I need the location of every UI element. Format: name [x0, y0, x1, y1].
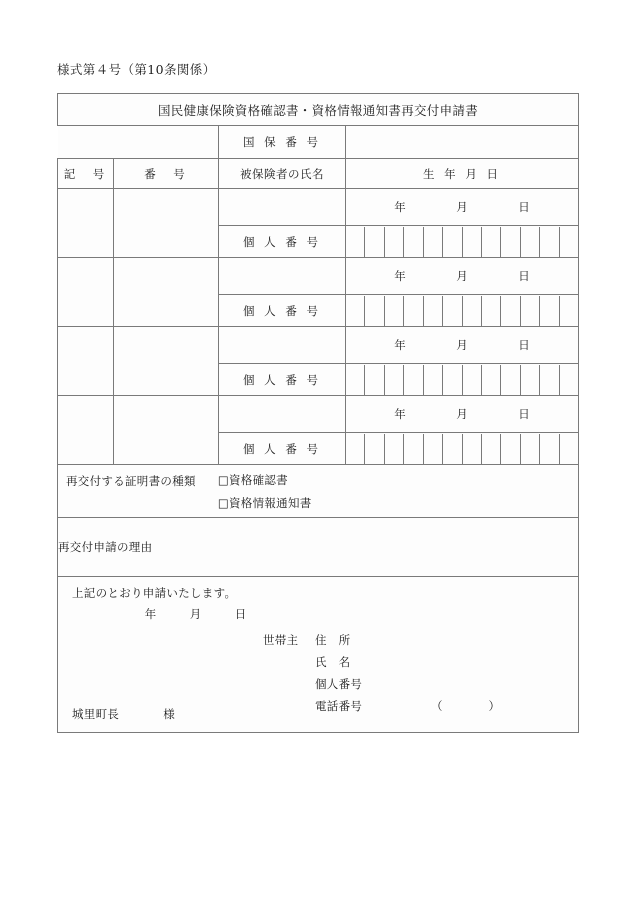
- my-number-cell[interactable]: [560, 227, 578, 257]
- my-number-cell[interactable]: [424, 434, 443, 464]
- kokuho-spacer: [58, 126, 219, 159]
- birth-year-label: 年: [394, 338, 406, 352]
- header-insured-name: 被保険者の氏名: [219, 159, 346, 189]
- declaration-statement: 上記のとおり申請いたします。: [72, 586, 237, 600]
- my-number-cell[interactable]: [365, 296, 384, 326]
- my-number-cell[interactable]: [501, 296, 520, 326]
- paren-open: （: [431, 699, 443, 713]
- cell-insured-name[interactable]: [219, 396, 346, 433]
- my-number-cell[interactable]: [501, 227, 520, 257]
- my-number-cell[interactable]: [424, 227, 443, 257]
- application-form-table: [57, 93, 579, 733]
- declaration-section: [58, 577, 579, 733]
- my-number-cell[interactable]: [540, 365, 559, 395]
- my-number-cell[interactable]: [385, 296, 404, 326]
- cell-number[interactable]: [114, 189, 219, 258]
- my-number-label: 個 人 番 号: [219, 433, 346, 465]
- header-number: 番 号: [114, 159, 219, 189]
- doc-type-section: [58, 465, 579, 518]
- my-number-cell[interactable]: [346, 227, 365, 257]
- doc-type-options: [218, 472, 312, 511]
- header-birth-date: 生 年 月 日: [346, 159, 579, 189]
- my-number-cell[interactable]: [463, 296, 482, 326]
- my-number-cell[interactable]: [385, 227, 404, 257]
- householder-block: [263, 629, 500, 717]
- field-label-name: 氏 名: [315, 655, 351, 669]
- field-label-my-number: 個人番号: [315, 677, 363, 691]
- my-number-cell[interactable]: [463, 434, 482, 464]
- birth-month-label: 月: [456, 338, 468, 352]
- form-title-row: [58, 94, 579, 126]
- my-number-cell[interactable]: [365, 434, 384, 464]
- my-number-cell[interactable]: [482, 296, 501, 326]
- checkbox-icon[interactable]: □: [217, 495, 229, 510]
- cell-symbol[interactable]: [58, 258, 114, 327]
- addressee-honorific: 様: [163, 707, 176, 721]
- birth-month-label: 月: [456, 407, 468, 421]
- kokuho-number-label: 国 保 番 号: [219, 126, 346, 159]
- my-number-cell[interactable]: [501, 365, 520, 395]
- my-number-grid[interactable]: [346, 295, 579, 327]
- my-number-cell[interactable]: [424, 365, 443, 395]
- birth-day-label: 日: [518, 338, 530, 352]
- cell-symbol[interactable]: [58, 396, 114, 465]
- my-number-cell[interactable]: [521, 227, 540, 257]
- birth-year-label: 年: [394, 407, 406, 421]
- my-number-cell[interactable]: [560, 434, 578, 464]
- householder-phone-row: [263, 695, 500, 717]
- form-number-label: 様式第４号（第10条関係）: [57, 62, 216, 77]
- birth-day-label: 日: [518, 269, 530, 283]
- birth-month-label: 月: [456, 200, 468, 214]
- my-number-cell[interactable]: [443, 296, 462, 326]
- declaration-day-label: 日: [234, 607, 247, 621]
- my-number-cell[interactable]: [521, 365, 540, 395]
- doc-type-row: [58, 465, 579, 518]
- table-row: [58, 396, 579, 433]
- my-number-cell[interactable]: [443, 434, 462, 464]
- cell-birth-date[interactable]: [346, 189, 579, 226]
- checkbox-icon[interactable]: □: [217, 472, 229, 487]
- my-number-grid[interactable]: [346, 433, 579, 465]
- my-number-cell[interactable]: [540, 434, 559, 464]
- cell-birth-date[interactable]: [346, 258, 579, 295]
- my-number-cell[interactable]: [443, 227, 462, 257]
- form-title: 国民健康保険資格確認書・資格情報通知書再交付申請書: [58, 94, 579, 126]
- cell-symbol[interactable]: [58, 189, 114, 258]
- addressee-name: 城里町長: [72, 707, 120, 721]
- my-number-cell[interactable]: [482, 227, 501, 257]
- field-label-phone: 電話番号: [315, 699, 363, 713]
- cell-number[interactable]: [114, 396, 219, 465]
- declaration-row: [58, 577, 579, 733]
- reason-row: [58, 518, 579, 577]
- my-number-cell[interactable]: [521, 434, 540, 464]
- my-number-cell[interactable]: [385, 434, 404, 464]
- my-number-grid[interactable]: [346, 226, 579, 258]
- addressee-row: [72, 706, 175, 722]
- table-row: [58, 327, 579, 364]
- my-number-cell[interactable]: [540, 227, 559, 257]
- my-number-cell[interactable]: [346, 434, 365, 464]
- householder-mynumber-row: [263, 673, 500, 695]
- my-number-cell[interactable]: [521, 296, 540, 326]
- my-number-cell[interactable]: [385, 365, 404, 395]
- householder-address-row: [263, 629, 500, 651]
- my-number-cell[interactable]: [365, 227, 384, 257]
- cell-insured-name[interactable]: [219, 327, 346, 364]
- householder-title: 世帯主: [263, 633, 299, 647]
- birth-day-label: 日: [518, 407, 530, 421]
- cell-birth-date[interactable]: [346, 396, 579, 433]
- checkbox-option-qualification-certificate[interactable]: [218, 472, 312, 488]
- declaration-month-label: 月: [189, 607, 202, 621]
- my-number-cell[interactable]: [482, 434, 501, 464]
- cell-number[interactable]: [114, 258, 219, 327]
- my-number-cell[interactable]: [346, 365, 365, 395]
- table-header-row: [58, 159, 579, 189]
- my-number-cell[interactable]: [404, 296, 423, 326]
- my-number-cell[interactable]: [365, 365, 384, 395]
- my-number-cell[interactable]: [463, 227, 482, 257]
- checkbox-label: 資格情報通知書: [228, 495, 312, 510]
- cell-number[interactable]: [114, 327, 219, 396]
- checkbox-label: 資格確認書: [228, 472, 288, 487]
- my-number-cell[interactable]: [540, 296, 559, 326]
- field-label-address: 住 所: [315, 633, 351, 647]
- my-number-cell[interactable]: [560, 296, 578, 326]
- my-number-cell[interactable]: [404, 227, 423, 257]
- my-number-cell[interactable]: [443, 365, 462, 395]
- birth-month-label: 月: [456, 269, 468, 283]
- my-number-cell[interactable]: [501, 434, 520, 464]
- reason-label: 再交付申請の理由: [58, 540, 153, 554]
- my-number-cell[interactable]: [463, 365, 482, 395]
- my-number-cell[interactable]: [346, 296, 365, 326]
- field-value-phone[interactable]: [431, 698, 500, 714]
- header-symbol: 記 号: [58, 159, 114, 189]
- birth-year-label: 年: [394, 269, 406, 283]
- kokuho-number-row: [58, 126, 579, 159]
- my-number-label: 個 人 番 号: [219, 226, 346, 258]
- cell-insured-name[interactable]: [219, 258, 346, 295]
- cell-symbol[interactable]: [58, 327, 114, 396]
- paren-close: ）: [488, 699, 500, 713]
- doc-type-label: 再交付する証明書の種類: [66, 473, 196, 488]
- birth-day-label: 日: [518, 200, 530, 214]
- table-row: [58, 258, 579, 295]
- my-number-label: 個 人 番 号: [219, 364, 346, 396]
- reason-section[interactable]: [58, 518, 579, 577]
- my-number-cell[interactable]: [404, 434, 423, 464]
- my-number-cell[interactable]: [482, 365, 501, 395]
- my-number-cell[interactable]: [560, 365, 578, 395]
- birth-year-label: 年: [394, 200, 406, 214]
- checkbox-option-qualification-info-notice[interactable]: [218, 495, 312, 511]
- kokuho-number-field[interactable]: [346, 126, 579, 159]
- my-number-cell[interactable]: [404, 365, 423, 395]
- my-number-grid[interactable]: [346, 364, 579, 396]
- table-row: [58, 189, 579, 226]
- declaration-date[interactable]: [128, 606, 263, 622]
- cell-birth-date[interactable]: [346, 327, 579, 364]
- my-number-cell[interactable]: [424, 296, 443, 326]
- my-number-label: 個 人 番 号: [219, 295, 346, 327]
- declaration-year-label: 年: [144, 607, 157, 621]
- cell-insured-name[interactable]: [219, 189, 346, 226]
- householder-name-row: [263, 651, 500, 673]
